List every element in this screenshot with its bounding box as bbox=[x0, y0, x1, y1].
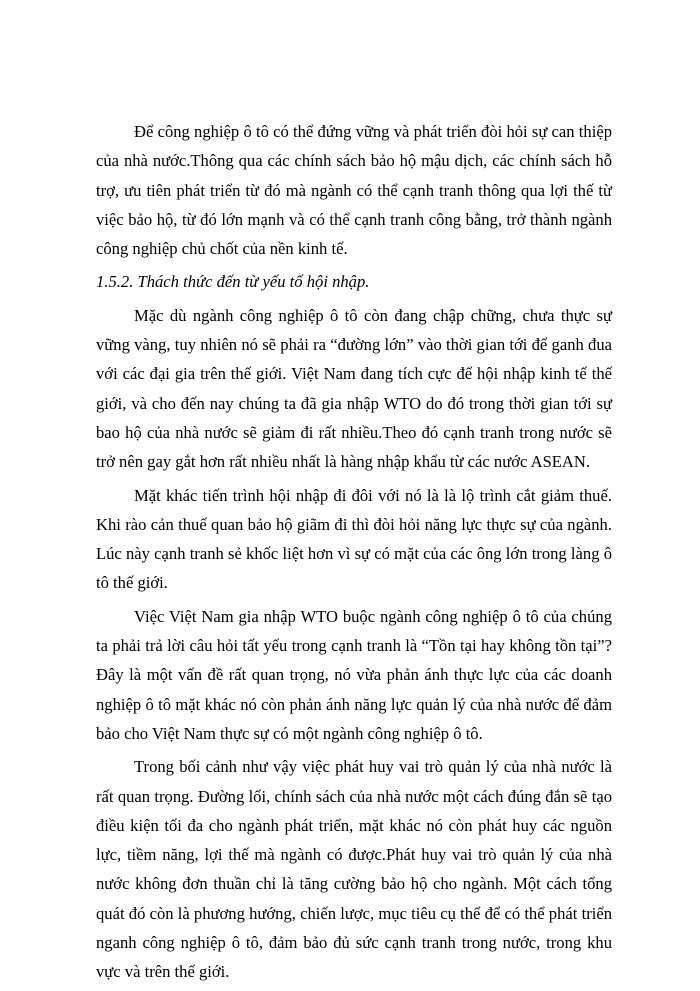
document-page bbox=[96, 117, 612, 991]
paragraph-5: Trong bối cảnh như vậy việc phát huy vai trò quản lý của nhà nước là rất quan trọng. Đường lối, chính sách của nhà nước một cách đúng đắn sẽ tạo điều kiện tối đa cho ngành phát triển, mặt khác nó còn phát huy các nguồn lực, tiềm năng, lợi thế mà ngành có được.Phát huy vai trò quản lý của nhà nước không đơn thuần chỉ là tăng cường bảo hộ cho ngành. Một cách tổng quát đó còn là phương hướng, chiến lược, mục tiêu cụ thể để có thể phát triển nganh công nghiệp ô tô, đảm bảo đủ sức cạnh tranh trong nước, trong khu vực và trên thế giới. bbox=[96, 757, 612, 982]
paragraph-1: Để công nghiệp ô tô có thể đứng vững và phát triển đòi hỏi sự can thiệp của nhà nước.Thông qua các chính sách bảo hộ mậu dịch, các chính sách hỗ trợ, ưu tiên phát triển từ đó mà ngành có thể cạnh tranh thông qua lợi thế từ việc bảo hộ, từ đó lớn mạnh và có thể cạnh tranh công bằng, trở thành ngành công nghiệp chủ chốt của nền kinh tế. bbox=[96, 122, 612, 259]
paragraph-4: Việc Việt Nam gia nhập WTO buộc ngành công nghiệp ô tô của chúng ta phải trả lời câu hỏi tất yếu trong cạnh tranh là “Tồn tại hay không tồn tại”? Đây là một vấn đề rất quan trọng, nó vừa phản ánh thực lực của các doanh nghiệp ô tô mặt khác nó còn phản ánh năng lực quản lý của nhà nước để đảm bảo cho Việt Nam thực sự có một ngành công nghiệp ô tô. bbox=[96, 606, 612, 743]
paragraph-2: Mặc dù ngành công nghiệp ô tô còn đang chập chững, chưa thực sự vững vàng, tuy nhiên nó sẽ phải ra “đường lớn” vào thời gian tới để ganh đua với các đại gia trên thế giới. Việt Nam đang tích cực để hội nhập kinh tế thế giới, và cho đến nay chúng ta đã gia nhập WTO do đó trong thời gian tới sự bao hộ của nhà nước sẽ giảm đi rất nhiều.Theo đó cạnh tranh trong nước sẽ trở nên gay gắt hơn rất nhiều nhất là hàng nhập khẩu từ các nước ASEAN. bbox=[96, 305, 612, 472]
paragraph-3: Mặt khác tiến trình hội nhập đi đôi với nó là là lộ trình cắt giảm thuế. Khi rào cản thuế quan bảo hộ giãm đi thì đòi hỏi năng lực thực sự của ngành. Lúc này cạnh tranh sẻ khốc liệt hơn vì sự có mặt của các ông lớn trong làng ô tô thế giới. bbox=[96, 485, 612, 593]
section-heading: 1.5.2. Thách thức đến từ yếu tố hội nhập. bbox=[96, 272, 370, 292]
